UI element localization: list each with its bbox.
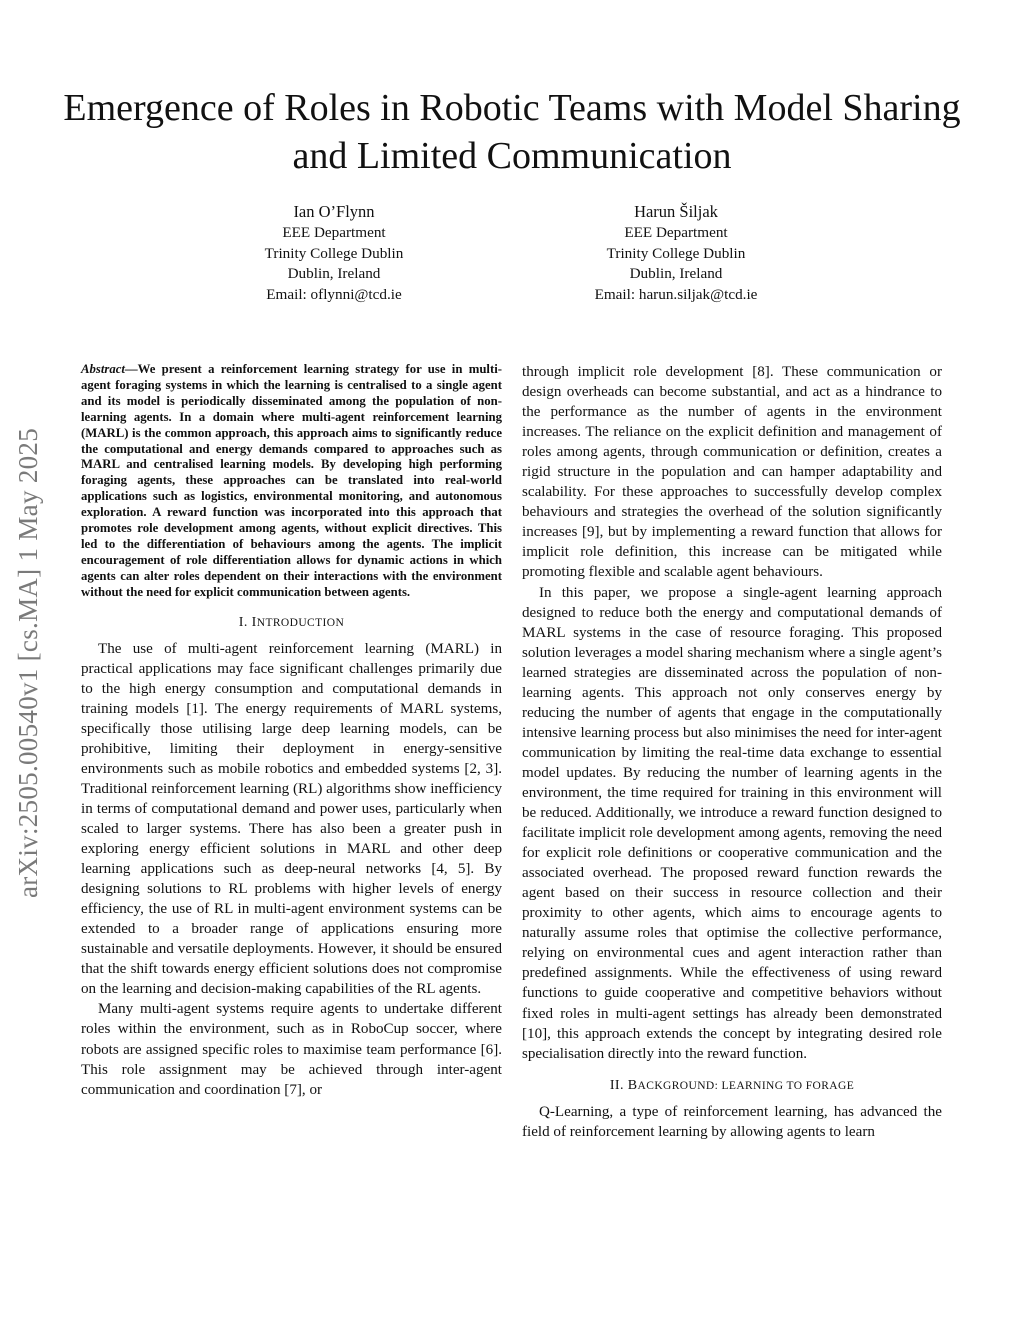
author-email: Email: oflynni@tcd.ie [266,285,402,303]
section-heading-background [522,1076,942,1096]
section-heading-rest: ACKGROUND: LEARNING TO FORAGE [637,1079,855,1092]
paper-title: Emergence of Roles in Robotic Teams with Model Sharing and Limited Communication [63,87,961,177]
body-paragraph: Many multi-agent systems require agents to undertake different roles within the environment, such as in RoboCup soccer, where robots are assigned specific roles to maximise team performance [6]. This role assignment may be achieved through inter-agent communication and coordination [7], or [81,1001,502,1098]
section-heading-introduction [81,613,502,633]
body-paragraph-continued: through implicit role development [8]. These communication or design overheads can become substantial, and act as a hindrance to the performance as the number of agents in the environment increases. The reliance on the explicit definition and management of roles among agents, through communication or definition, creates a rigid structure in the population and can hamper adaptability and scalability. For these approaches to successfully develop complex behaviours and strategies the overhead of the solution significantly increases [9], but by implementing a reward function that allows for implicit role definition, this increase can be mitigated while promoting flexible and scalable agent behaviours. [522,364,942,581]
abstract-dash: — [124,362,138,376]
body-paragraph: In this paper, we propose a single-agent learning approach designed to reduce both the energy and computational demands of MARL systems in the case of resource foraging. This proposed solution leverages a model sharing mechanism where a single agent’s learned strategies are disseminated across the population of non-learning agents. This approach not only conserves energy by reducing the number of agents that engage in the computationally intensive learning process but also minimises the need for inter-agent communication by limiting the real-time data exchange to essential model updates. By reducing the number of learning agents in the environment, the time required for training in this environment will be reduced. Additionally, we introduce a reward function designed to facilitate implicit role development among agents, removing the need for explicit role definitions or cooperative communication and the associated overhead. The proposed reward function rewards the agent based on their success in resource collection and their proximity to other agents, which aims to encourage agents to naturally assume roles that optimise the collective performance, relying on environmental cues and agent interaction rather than predefined assignments. While the effectiveness of using reward functions to guide cooperative and competitive behaviors without fixed roles in multi-agent settings has already been demonstrated [10], this approach extends the concept by integrating desired role specialisation directly into the reward function. [522,584,942,1062]
author-department: EEE Department [624,224,728,241]
abstract-text: We present a reinforcement learning strategy for use in multi-agent foraging systems in which the learning is centralised to a single agent and its model is periodically disseminated among the population of non-learning agents. In a domain where multi-agent reinforcement learning (MARL) is the common approach, this approach aims to significantly reduce the computational and energy demands compared to approaches such as MARL and centralised learning models. By developing high performing foraging agents, these approaches can be translated into real-world applications such as logistics, environmental monitoring, and autonomous exploration. A reward function was incorporated into this approach that promotes role development among agents, without explicit directives. This led to the differentiation of behaviours among the agents. The implicit encouragement of role differentiation allows for dynamic actions in which agents can alter roles dependent on their interactions with the environment without the need for explicit communication between agents. [81,362,502,599]
author-location: Dublin, Ireland [629,265,723,282]
left-column [81,362,502,1100]
arxiv-identifier-stamp: arXiv:2505.00540v1 [cs.MA] 1 May 2025 [13,427,43,899]
author-block-1 [184,201,484,305]
section-heading-rest: NTRODUCTION [256,616,345,629]
author-name: Harun Šiljak [634,202,718,221]
section-heading-initial: I [251,614,257,630]
body-paragraph: Q-Learning, a type of reinforcement learning, has advanced the field of reinforcement learning by allowing agents to learn [522,1103,942,1140]
author-location: Dublin, Ireland [287,265,381,282]
author-block-2 [526,201,826,305]
author-institution: Trinity College Dublin [264,244,404,262]
section-number: II. [609,1077,628,1093]
section-heading-initial: B [627,1077,638,1093]
body-paragraph: The use of multi-agent reinforcement learning (MARL) in practical applications may face significant challenges primarily due to the high energy consumption and computational demands in training models [1]. The energy requirements of MARL systems, specifically those utilising large deep learning models, can be prohibitive, limiting their deployment in energy-sensitive environments such as mobile robotics and embedded systems [2, 3]. Traditional reinforcement learning (RL) algorithms show inefficiency in terms of computational demand and power uses, particularly when scaled to larger systems. There has also been a greater push in exploring energy efficient solutions in MARL and other deep learning applications such as deep-neural networks [4, 5]. By designing solutions to RL problems with higher levels of energy efficiency, the use of RL in multi-agent environment systems can be extended to a broader range of applications ensuring more sustainable and versatile deployments. However, it should be ensured that the shift towards energy efficient solutions does not compromise on the learning and decision-making capabilities of the RL agents. [81,640,502,998]
abstract [81,362,502,601]
author-email: Email: harun.siljak@tcd.ie [594,285,758,303]
author-department: EEE Department [282,224,386,241]
right-column [522,362,942,1142]
abstract-label: Abstract [81,362,125,376]
section-number: I. [238,614,252,630]
author-institution: Trinity College Dublin [606,244,746,262]
author-name: Ian O’Flynn [293,202,375,221]
